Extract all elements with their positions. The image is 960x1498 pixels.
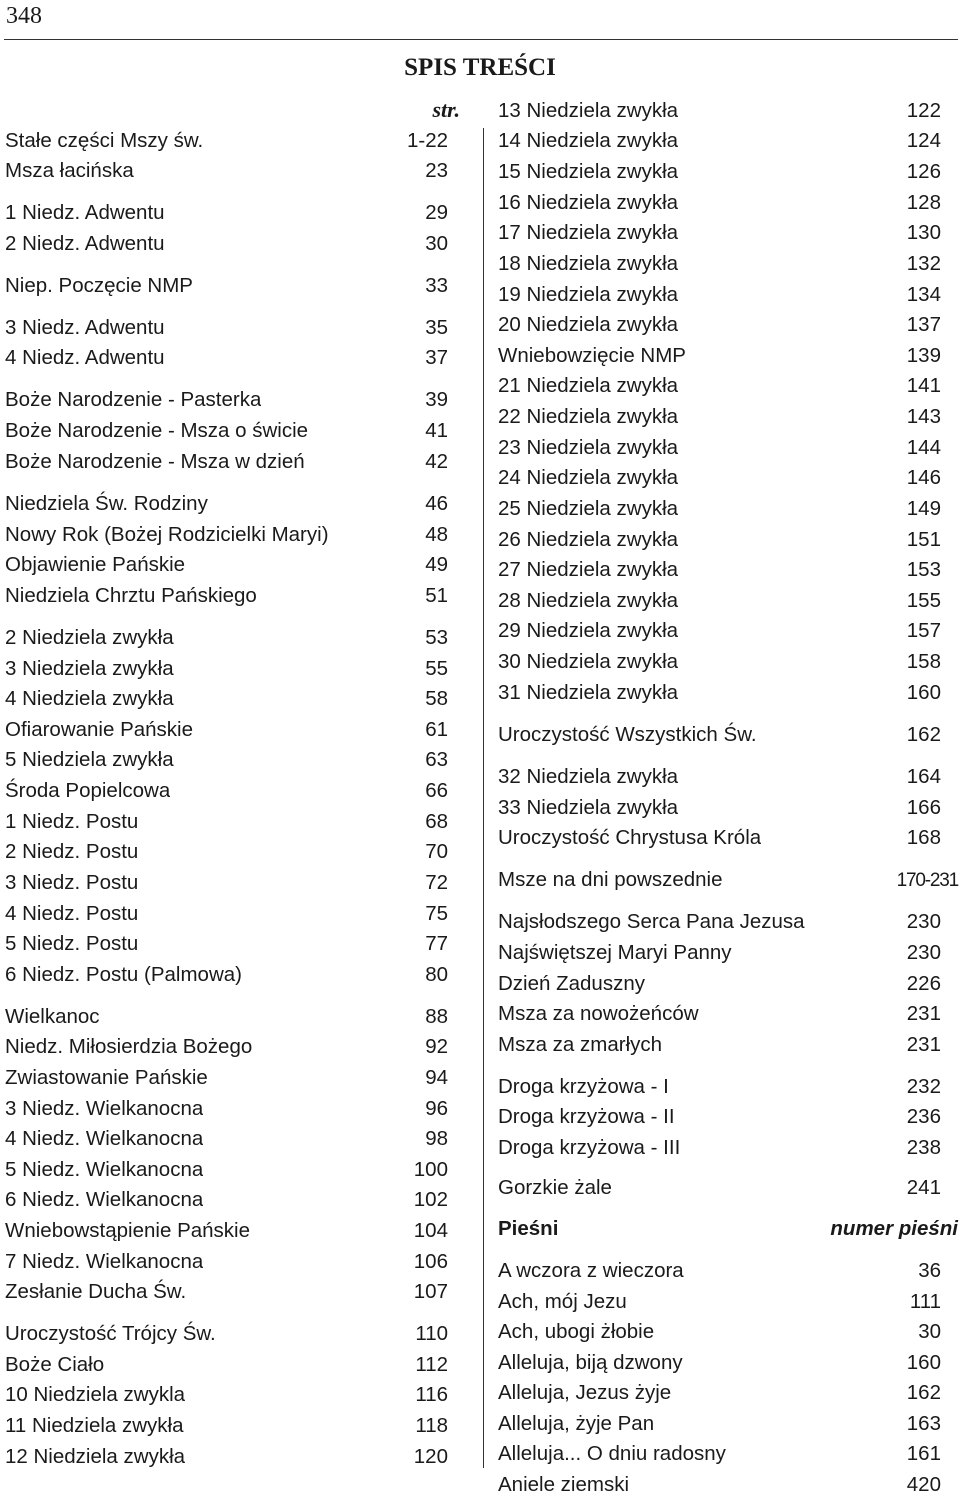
toc-entry-title: 24 Niedziela zwykła xyxy=(498,466,679,489)
toc-entry xyxy=(5,870,448,896)
toc-entry-page: 30 xyxy=(425,232,448,255)
toc-entry xyxy=(5,1187,448,1213)
toc-entry xyxy=(498,795,941,821)
page-column-header: str. xyxy=(432,97,460,122)
toc-entry-page: 420 xyxy=(906,1473,941,1496)
toc-entry-page: 132 xyxy=(906,252,941,275)
toc-entry xyxy=(498,159,941,185)
toc-entry-title: 5 Niedziela zwykła xyxy=(5,748,174,771)
toc-entry-page: 35 xyxy=(425,316,448,339)
toc-entry-title: Ofiarowanie Pańskie xyxy=(5,718,194,741)
toc-entry xyxy=(498,1001,941,1027)
toc-entry xyxy=(5,625,448,651)
toc-entry-title: 27 Niedziela zwykła xyxy=(498,558,679,581)
toc-entry xyxy=(5,1157,448,1183)
toc-entry xyxy=(498,722,941,748)
toc-entry-page: 88 xyxy=(425,1005,448,1028)
toc-entry-title: Najsłodszego Serca Pana Jezusa xyxy=(498,910,805,933)
toc-entry-page: 157 xyxy=(906,619,941,642)
toc-entry-title: 2 Niedziela zwykła xyxy=(5,626,174,649)
toc-entry-page: 30 xyxy=(918,1320,941,1343)
toc-entry-page: 238 xyxy=(906,1136,941,1159)
toc-entry xyxy=(498,190,941,216)
toc-entry-page: 151 xyxy=(906,528,941,551)
toc-entry xyxy=(5,1004,448,1030)
toc-entry xyxy=(5,491,448,517)
toc-entry-title: 3 Niedz. Adwentu xyxy=(5,316,165,339)
toc-entry-page: 170-231 xyxy=(896,870,958,891)
toc-entry xyxy=(5,1218,448,1244)
toc-entry xyxy=(498,1472,941,1498)
toc-entry-title: 4 Niedz. Adwentu xyxy=(5,346,165,369)
toc-entry xyxy=(5,747,448,773)
toc-entry-page: 36 xyxy=(918,1259,941,1282)
toc-entry-title: 5 Niedz. Wielkanocna xyxy=(5,1158,204,1181)
toc-entry xyxy=(5,522,448,548)
toc-entry xyxy=(498,98,941,124)
toc-entry xyxy=(5,449,448,475)
toc-entry-page: 58 xyxy=(425,687,448,710)
toc-entry xyxy=(498,1135,941,1161)
toc-entry-page: 236 xyxy=(906,1105,941,1128)
toc-entry-page: 46 xyxy=(425,492,448,515)
toc-entry-title: Msza za nowożeńców xyxy=(498,1002,699,1025)
toc-entry-title: Uroczystość Chrystusa Króla xyxy=(498,826,762,849)
toc-entry-title: 19 Niedziela zwykła xyxy=(498,283,679,306)
toc-entry-page: 63 xyxy=(425,748,448,771)
toc-entry-page: 72 xyxy=(425,871,448,894)
toc-entry-page: 158 xyxy=(906,650,941,673)
toc-entry xyxy=(5,717,448,743)
toc-entry-page: 162 xyxy=(906,723,941,746)
toc-entry xyxy=(5,273,448,299)
toc-entry-page: 163 xyxy=(906,1412,941,1435)
toc-entry xyxy=(5,315,448,341)
toc-entry xyxy=(498,1258,941,1284)
toc-entry-title: Objawienie Pańskie xyxy=(5,553,186,576)
toc-entry-title: 16 Niedziela zwykła xyxy=(498,191,679,214)
toc-entry-page: 1-22 xyxy=(406,129,448,152)
toc-entry-page: 92 xyxy=(425,1035,448,1058)
toc-entry-title: Boże Narodzenie - Msza w dzień xyxy=(5,450,305,473)
toc-entry-title: Nowy Rok (Bożej Rodzicielki Maryi) xyxy=(5,523,329,546)
toc-entry-title: Uroczystość Trójcy Św. xyxy=(5,1322,216,1345)
toc-entry-page: 39 xyxy=(425,388,448,411)
toc-entry xyxy=(498,1074,941,1100)
toc-entry-title: 33 Niedziela zwykła xyxy=(498,796,679,819)
toc-entry xyxy=(498,220,941,246)
toc-entry xyxy=(498,465,941,491)
toc-entry-title: 18 Niedziela zwykła xyxy=(498,252,679,275)
toc-entry xyxy=(498,649,941,675)
toc-entry-page: 161 xyxy=(906,1442,941,1465)
toc-entry xyxy=(498,404,941,430)
toc-entry-page: 94 xyxy=(425,1066,448,1089)
toc-entry xyxy=(498,588,941,614)
toc-entry xyxy=(498,1441,941,1467)
toc-entry xyxy=(498,1350,941,1376)
toc-entry xyxy=(5,231,448,257)
toc-entry-title: 1 Niedz. Adwentu xyxy=(5,201,165,224)
toc-entry xyxy=(5,809,448,835)
toc-entry xyxy=(5,1413,448,1439)
toc-entry-title: Msza za zmarłych xyxy=(498,1033,663,1056)
toc-entry xyxy=(5,839,448,865)
toc-entry xyxy=(498,1175,941,1201)
toc-entry-page: 166 xyxy=(906,796,941,819)
toc-entry xyxy=(498,1104,941,1130)
toc-entry-title: 3 Niedz. Wielkanocna xyxy=(5,1097,204,1120)
toc-entry-page: 55 xyxy=(425,657,448,680)
toc-entry-page: 168 xyxy=(906,826,941,849)
toc-entry-title: 3 Niedz. Postu xyxy=(5,871,139,894)
toc-entry xyxy=(498,825,941,851)
toc-entry-title: Niedziela Św. Rodziny xyxy=(5,492,208,515)
toc-entry-page: 29 xyxy=(425,201,448,224)
toc-entry-page: 33 xyxy=(425,274,448,297)
toc-entry-title: 10 Niedziela zwykla xyxy=(5,1383,186,1406)
toc-entry-title: Boże Narodzenie - Pasterka xyxy=(5,388,262,411)
toc-entry xyxy=(498,435,941,461)
toc-entry-title: A wczora z wieczora xyxy=(498,1259,684,1282)
toc-entry-page: 153 xyxy=(906,558,941,581)
toc-entry xyxy=(5,931,448,957)
toc-entry xyxy=(5,656,448,682)
toc-entry-page: 160 xyxy=(906,681,941,704)
toc-entry-title: Zwiastowanie Pańskie xyxy=(5,1066,208,1089)
toc-entry-page: 155 xyxy=(906,589,941,612)
toc-entry-page: 106 xyxy=(413,1250,448,1273)
toc-entry xyxy=(498,1216,958,1242)
toc-entry-title: 4 Niedz. Wielkanocna xyxy=(5,1127,204,1150)
toc-entry-page: 226 xyxy=(906,972,941,995)
toc-entry-title: 2 Niedz. Postu xyxy=(5,840,139,863)
toc-entry-page: 51 xyxy=(425,584,448,607)
toc-entry-page: 37 xyxy=(425,346,448,369)
toc-entry-title: Droga krzyżowa - III xyxy=(498,1136,681,1159)
toc-entry-title: Alleluja, żyje Pan xyxy=(498,1412,655,1435)
toc-entry-page: 102 xyxy=(413,1188,448,1211)
toc-entry-page: 77 xyxy=(425,932,448,955)
toc-entry-page: 42 xyxy=(425,450,448,473)
toc-entry-title: 6 Niedz. Postu (Palmowa) xyxy=(5,963,242,986)
toc-entry xyxy=(5,128,448,154)
toc-entry-title: 4 Niedz. Postu xyxy=(5,902,139,925)
toc-entry-page: 139 xyxy=(906,344,941,367)
toc-entry-page: 98 xyxy=(425,1127,448,1150)
toc-entry xyxy=(5,1249,448,1275)
toc-entry-page: 107 xyxy=(413,1280,448,1303)
toc-entry-page: 96 xyxy=(425,1097,448,1120)
toc-entry-page: 120 xyxy=(413,1445,448,1468)
toc-entry xyxy=(5,583,448,609)
toc-entry-title: 7 Niedz. Wielkanocna xyxy=(5,1250,204,1273)
toc-entry-page: 231 xyxy=(906,1033,941,1056)
toc-entry xyxy=(5,1065,448,1091)
toc-entry-title: Boże Ciało xyxy=(5,1353,105,1376)
toc-entry xyxy=(5,1382,448,1408)
toc-entry xyxy=(5,778,448,804)
toc-entry-page: 118 xyxy=(415,1414,448,1437)
toc-entry-title: Uroczystość Wszystkich Św. xyxy=(498,723,757,746)
toc-entry xyxy=(498,312,941,338)
toc-entry-page: 111 xyxy=(909,1290,941,1313)
toc-entry xyxy=(5,158,448,184)
column-divider xyxy=(483,128,484,1468)
toc-entry-title: 31 Niedziela zwykła xyxy=(498,681,679,704)
toc-entry-title: 2 Niedz. Adwentu xyxy=(5,232,165,255)
toc-entry-title: 25 Niedziela zwykła xyxy=(498,497,679,520)
toc-entry xyxy=(5,962,448,988)
toc-entry-page: 162 xyxy=(906,1381,941,1404)
toc-entry-page: 231 xyxy=(906,1002,941,1025)
toc-entry-page: 112 xyxy=(415,1353,448,1376)
toc-entry xyxy=(5,345,448,371)
toc-entry-page: 141 xyxy=(906,374,941,397)
toc-entry xyxy=(498,373,941,399)
toc-entry-title: 22 Niedziela zwykła xyxy=(498,405,679,428)
toc-entry xyxy=(498,1032,941,1058)
toc-entry-page: 122 xyxy=(906,99,941,122)
toc-entry xyxy=(498,940,941,966)
toc-entry xyxy=(498,128,941,154)
toc-entry xyxy=(5,1126,448,1152)
toc-entry-page: 49 xyxy=(425,553,448,576)
toc-entry-page: 144 xyxy=(906,436,941,459)
toc-entry-title: Msza łacińska xyxy=(5,159,134,182)
toc-entry xyxy=(498,680,941,706)
toc-entry-title: Alleluja, biją dzwony xyxy=(498,1351,683,1374)
toc-entry-title: Wielkanoc xyxy=(5,1005,100,1028)
toc-entry-page: 100 xyxy=(413,1158,448,1181)
toc-entry-page: 124 xyxy=(906,129,941,152)
toc-entry xyxy=(5,387,448,413)
toc-entry xyxy=(5,686,448,712)
toc-entry-title: 29 Niedziela zwykła xyxy=(498,619,679,642)
toc-entry-title: 21 Niedziela zwykła xyxy=(498,374,679,397)
toc-entry-title: Gorzkie żale xyxy=(498,1176,612,1199)
toc-entry-title: Ach, ubogi żłobie xyxy=(498,1320,655,1343)
toc-entry-page: 61 xyxy=(425,718,448,741)
toc-entry-page: 137 xyxy=(906,313,941,336)
toc-entry-title: Wniebowzięcie NMP xyxy=(498,344,686,367)
toc-entry-title: Niedziela Chrztu Pańskiego xyxy=(5,584,257,607)
toc-entry xyxy=(5,552,448,578)
toc-entry-title: 13 Niedziela zwykła xyxy=(498,99,679,122)
toc-entry-page: numer pieśni xyxy=(830,1217,958,1240)
toc-entry xyxy=(498,557,941,583)
toc-entry xyxy=(5,901,448,927)
toc-entry-title: Wniebowstąpienie Pańskie xyxy=(5,1219,250,1242)
toc-entry xyxy=(498,1380,941,1406)
toc-entry-page: 116 xyxy=(415,1383,448,1406)
toc-entry xyxy=(498,527,941,553)
toc-entry-title: 1 Niedz. Postu xyxy=(5,810,139,833)
toc-entry-page: 80 xyxy=(425,963,448,986)
toc-entry-title: 23 Niedziela zwykła xyxy=(498,436,679,459)
toc-entry-title: 20 Niedziela zwykła xyxy=(498,313,679,336)
toc-entry-title: 5 Niedz. Postu xyxy=(5,932,139,955)
toc-entry-title: Droga krzyżowa - II xyxy=(498,1105,675,1128)
toc-entry-page: 128 xyxy=(906,191,941,214)
toc-entry-title: 17 Niedziela zwykła xyxy=(498,221,679,244)
toc-entry-page: 146 xyxy=(906,466,941,489)
toc-entry-title: Dzień Zaduszny xyxy=(498,972,645,995)
toc-entry-page: 75 xyxy=(425,902,448,925)
toc-entry-title: Aniele ziemski xyxy=(498,1473,630,1496)
page-title: SPIS TREŚCI xyxy=(404,54,556,81)
toc-entry-page: 41 xyxy=(425,419,448,442)
toc-entry xyxy=(5,1096,448,1122)
toc-entry-title: Alleluja... O dniu radosny xyxy=(498,1442,726,1465)
toc-entry-title: 14 Niedziela zwykła xyxy=(498,129,679,152)
toc-entry xyxy=(498,1411,941,1437)
toc-entry-page: 232 xyxy=(906,1075,941,1098)
toc-entry-title: Pieśni xyxy=(498,1217,559,1240)
toc-entry xyxy=(498,1319,941,1345)
toc-entry-title: Msze na dni powszednie xyxy=(498,868,723,891)
toc-entry-page: 126 xyxy=(906,160,941,183)
toc-entry-page: 134 xyxy=(906,283,941,306)
toc-entry-title: Stałe części Mszy św. xyxy=(5,129,204,152)
toc-entry xyxy=(5,200,448,226)
toc-entry xyxy=(498,971,941,997)
toc-entry-title: 30 Niedziela zwykła xyxy=(498,650,679,673)
page-number: 348 xyxy=(6,3,42,29)
toc-entry xyxy=(498,764,941,790)
toc-entry-page: 66 xyxy=(425,779,448,802)
toc-entry-page: 23 xyxy=(425,159,448,182)
toc-entry xyxy=(498,251,941,277)
toc-entry-title: Zesłanie Ducha Św. xyxy=(5,1280,187,1303)
toc-entry-title: Niep. Poczęcie NMP xyxy=(5,274,193,297)
toc-entry-page: 130 xyxy=(906,221,941,244)
toc-entry-title: 15 Niedziela zwykła xyxy=(498,160,679,183)
toc-entry xyxy=(498,909,941,935)
toc-entry xyxy=(498,618,941,644)
toc-entry-page: 68 xyxy=(425,810,448,833)
toc-entry-title: 3 Niedziela zwykła xyxy=(5,657,174,680)
toc-entry-page: 241 xyxy=(906,1176,941,1199)
toc-entry-title: 12 Niedziela zwykła xyxy=(5,1445,186,1468)
toc-entry xyxy=(5,1321,448,1347)
toc-entry xyxy=(498,1289,941,1315)
toc-entry-title: 4 Niedziela zwykła xyxy=(5,687,174,710)
toc-entry-page: 143 xyxy=(906,405,941,428)
toc-entry-title: Najświętszej Maryi Panny xyxy=(498,941,732,964)
toc-entry xyxy=(5,1352,448,1378)
toc-entry-page: 160 xyxy=(906,1351,941,1374)
toc-entry-title: 11 Niedziela zwykła xyxy=(5,1414,184,1437)
toc-entry-page: 48 xyxy=(425,523,448,546)
toc-entry xyxy=(5,1279,448,1305)
toc-entry-title: Środa Popielcowa xyxy=(5,779,171,802)
toc-entry-page: 230 xyxy=(906,910,941,933)
header-rule xyxy=(4,39,958,40)
toc-entry-page: 70 xyxy=(425,840,448,863)
toc-entry-title: 28 Niedziela zwykła xyxy=(498,589,679,612)
toc-entry-page: 230 xyxy=(906,941,941,964)
toc-entry-title: 6 Niedz. Wielkanocna xyxy=(5,1188,204,1211)
toc-entry-page: 149 xyxy=(906,497,941,520)
toc-entry-title: Ach, mój Jezu xyxy=(498,1290,627,1313)
toc-entry-page: 53 xyxy=(425,626,448,649)
toc-entry-title: Alleluja, Jezus żyje xyxy=(498,1381,672,1404)
toc-entry-title: Droga krzyżowa - I xyxy=(498,1075,669,1098)
toc-entry xyxy=(5,1444,448,1470)
toc-entry-title: 32 Niedziela zwykła xyxy=(498,765,679,788)
toc-entry xyxy=(498,282,941,308)
toc-entry xyxy=(5,1034,448,1060)
toc-entry-page: 110 xyxy=(415,1322,448,1345)
toc-entry-page: 104 xyxy=(413,1219,448,1242)
toc-entry-page: 164 xyxy=(906,765,941,788)
toc-entry xyxy=(498,496,941,522)
toc-entry-title: 26 Niedziela zwykła xyxy=(498,528,679,551)
toc-entry-title: Boże Narodzenie - Msza o świcie xyxy=(5,419,309,442)
toc-entry xyxy=(498,343,941,369)
toc-entry xyxy=(5,418,448,444)
toc-entry xyxy=(498,867,958,894)
toc-entry-title: Niedz. Miłosierdzia Bożego xyxy=(5,1035,253,1058)
